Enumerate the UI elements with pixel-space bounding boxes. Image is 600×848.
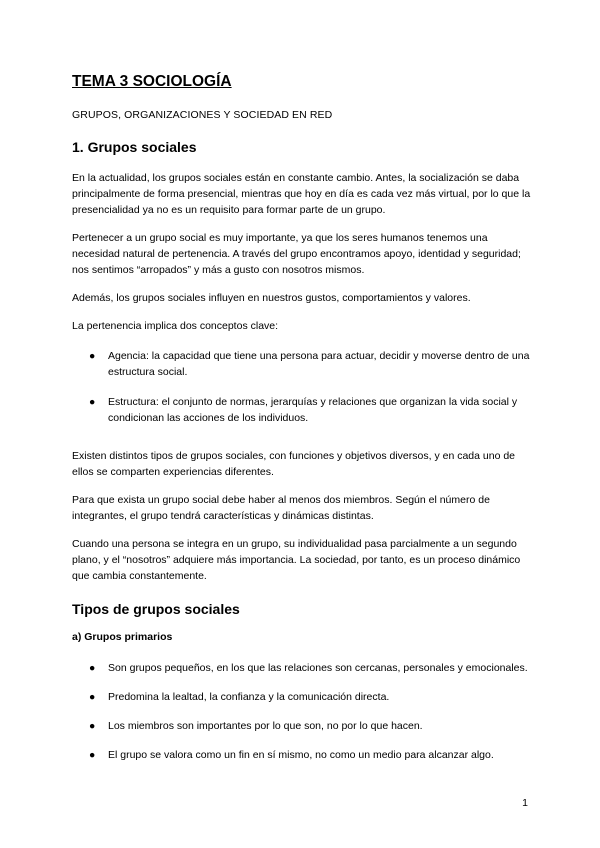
paragraph: La pertenencia implica dos conceptos clave:: [72, 320, 279, 332]
list-item-text: Estructura: el conjunto de normas, jerarquías y relaciones que organizan la vida social y condicionan las acciones de los individuos.: [108, 396, 518, 424]
list-item: [72, 660, 532, 676]
list-item-text: El grupo se valora como un fin en sí mismo, no como un medio para alcanzar algo.: [108, 749, 494, 761]
paragraph: En la actualidad, los grupos sociales están en constante cambio. Antes, la socialización se daba principalmente de forma presencial, mientras que hoy en día es cada vez más virtual, por lo que la presencialidad ya no es un requisito para formar parte de un grupo.: [72, 172, 531, 216]
paragraph: Además, los grupos sociales influyen en nuestros gustos, comportamientos y valores.: [72, 292, 471, 304]
list-item: [72, 394, 532, 426]
primary-groups-list: [72, 660, 532, 763]
section-heading-tipos-de-grupos: Tipos de grupos sociales: [72, 601, 240, 617]
section-heading-grupos-sociales: 1. Grupos sociales: [72, 139, 197, 155]
key-concepts-list: [72, 348, 532, 426]
list-item-text: Predomina la lealtad, la confianza y la comunicación directa.: [108, 691, 390, 703]
paragraph: Para que exista un grupo social debe haber al menos dos miembros. Según el número de integrantes, el grupo tendrá características y dinámicas distintas.: [72, 494, 490, 522]
list-item-text: Son grupos pequeños, en los que las relaciones son cercanas, personales y emocionales.: [108, 662, 528, 674]
bullet-icon: ●: [89, 350, 96, 362]
bullet-icon: ●: [89, 662, 96, 674]
bullet-icon: ●: [89, 396, 96, 408]
paragraph: Cuando una persona se integra en un grupo, su individualidad pasa parcialmente a un segundo plano, y el “nosotros” adquiere más importancia. La sociedad, por tanto, es un proceso dinámico que cambia constantemente.: [72, 538, 521, 582]
list-item-text: Los miembros son importantes por lo que son, no por lo que hacen.: [108, 720, 423, 732]
list-item: [72, 747, 532, 763]
bullet-icon: ●: [89, 749, 96, 761]
bullet-icon: ●: [89, 691, 96, 703]
page-number: 1: [522, 797, 528, 809]
list-item: [72, 689, 532, 705]
bullet-icon: ●: [89, 720, 96, 732]
list-item: [72, 348, 532, 380]
subsection-heading-grupos-primarios: a) Grupos primarios: [72, 631, 173, 643]
list-item-text: Agencia: la capacidad que tiene una persona para actuar, decidir y moverse dentro de una estructura social.: [108, 350, 530, 378]
paragraph: Pertenecer a un grupo social es muy importante, ya que los seres humanos tenemos una necesidad natural de pertenencia. A través del grupo encontramos apoyo, identidad y seguridad; nos sentimos “arropados” y más a gusto con nosotros mismos.: [72, 232, 521, 276]
list-item: [72, 718, 532, 734]
document-title: TEMA 3 SOCIOLOGÍA: [72, 73, 232, 90]
paragraph: Existen distintos tipos de grupos sociales, con funciones y objetivos diversos, y en cada uno de ellos se comparten experiencias diferentes.: [72, 450, 516, 478]
page-content: [72, 72, 532, 776]
document-subtitle: GRUPOS, ORGANIZACIONES Y SOCIEDAD EN RED: [72, 109, 333, 121]
